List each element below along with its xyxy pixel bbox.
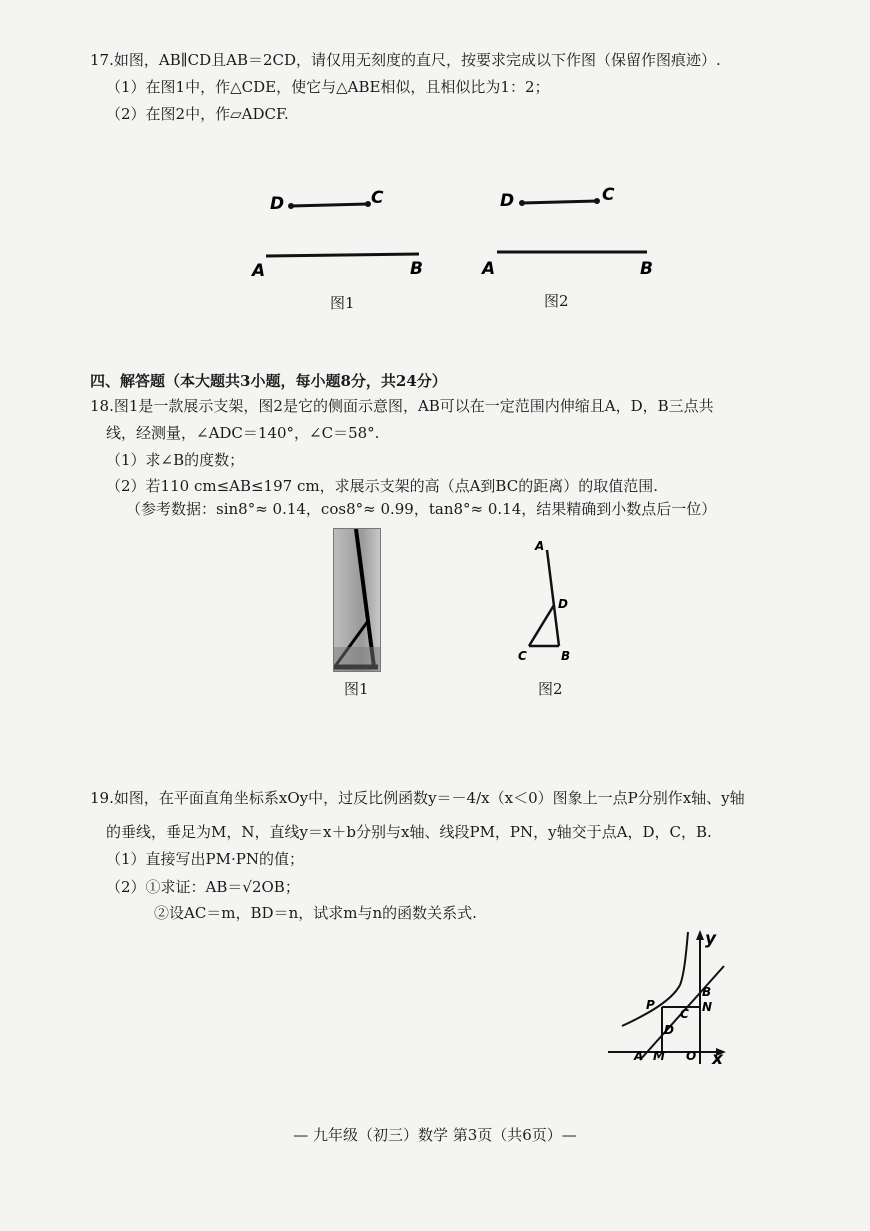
label-a: A bbox=[634, 1049, 644, 1063]
label-d: D bbox=[664, 1023, 674, 1037]
label-d: D bbox=[500, 191, 515, 211]
q17-figure-2 bbox=[480, 185, 653, 279]
q17-part1: （1）在图1中，作△CDE，使它与△ABE相似，且相似比为1：2； bbox=[106, 78, 550, 96]
section-heading: 四、解答题（本大题共3小题，每小题8分，共24分） bbox=[90, 372, 447, 390]
label-m: M bbox=[653, 1049, 665, 1063]
label-y: y bbox=[705, 929, 717, 949]
q19-part2b: ②设AC＝m，BD＝n，试求m与n的函数关系式. bbox=[154, 904, 477, 922]
q18-part2: （2）若110 cm≤AB≤197 cm，求展示支架的高（点A到BC的距离）的取值范围. bbox=[106, 477, 658, 495]
label-c: C bbox=[680, 1007, 689, 1021]
q19-part2a: （2）①求证：AB＝√2OB； bbox=[106, 878, 300, 896]
label-x: x bbox=[712, 1049, 723, 1069]
label-p: P bbox=[646, 998, 655, 1012]
q17-part2: （2）在图2中，作▱ADCF. bbox=[106, 105, 289, 123]
q17-fig1-caption: 图1 bbox=[330, 294, 355, 312]
point-c bbox=[594, 198, 600, 204]
q19-figure bbox=[608, 929, 726, 1069]
label-c: C bbox=[518, 649, 527, 663]
label-b: B bbox=[561, 649, 571, 663]
y-axis-arrow bbox=[696, 930, 704, 940]
q17-fig2-caption: 图2 bbox=[544, 292, 569, 310]
display-stand-photo bbox=[333, 528, 381, 672]
q18-stem-line2: 线，经测量，∠ADC＝140°，∠C＝58°. bbox=[106, 424, 380, 442]
label-b: B bbox=[640, 259, 653, 279]
q19-part1: （1）直接写出PM·PN的值； bbox=[106, 850, 304, 868]
label-c: C bbox=[371, 188, 384, 208]
segment-dc bbox=[291, 204, 368, 206]
segment-ab bbox=[266, 254, 419, 256]
hyperbola-curve bbox=[622, 932, 688, 1026]
segment-cd bbox=[529, 605, 554, 646]
label-b: B bbox=[410, 259, 423, 279]
label-a: A bbox=[482, 259, 496, 279]
point-d bbox=[519, 200, 525, 206]
q18-stem-line1: 18.图1是一款展示支架，图2是它的侧面示意图，AB可以在一定范围内伸缩且A，D，B三点共 bbox=[90, 397, 714, 415]
label-o: O bbox=[686, 1049, 697, 1063]
stand-sketch bbox=[334, 529, 380, 671]
q19-stem-line1: 19.如图，在平面直角坐标系xOy中，过反比例函数y＝－4/x（x＜0）图象上一点P分别作x轴、y轴 bbox=[90, 789, 745, 807]
q18-fig2-caption: 图2 bbox=[538, 680, 563, 698]
segment-dc bbox=[522, 201, 597, 203]
q18-fig1-caption: 图1 bbox=[344, 680, 369, 698]
q18-part1: （1）求∠B的度数； bbox=[106, 451, 245, 469]
label-b: B bbox=[702, 985, 712, 999]
q17-stem: 17.如图，AB∥CD且AB＝2CD，请仅用无刻度的直尺，按要求完成以下作图（保留作图痕迹）. bbox=[90, 51, 721, 69]
label-d: D bbox=[270, 194, 285, 214]
q19-stem-line2: 的垂线，垂足为M，N，直线y＝x＋b分别与x轴、线段PM，PN，y轴交于点A，D，C，B. bbox=[106, 823, 712, 841]
label-d: D bbox=[558, 597, 568, 611]
q18-figure-2 bbox=[518, 539, 570, 663]
label-c: C bbox=[602, 185, 615, 205]
page-footer: — 九年级（初三）数学 第3页（共6页）— bbox=[293, 1126, 577, 1144]
label-a: A bbox=[535, 539, 545, 553]
q18-reference-data: （参考数据：sin8°≈ 0.14，cos8°≈ 0.99，tan8°≈ 0.14，结果精确到小数点后一位） bbox=[126, 500, 717, 518]
point-d bbox=[288, 203, 294, 209]
label-a: A bbox=[252, 261, 266, 281]
q17-figure-1 bbox=[250, 188, 423, 281]
label-n: N bbox=[702, 1000, 713, 1014]
